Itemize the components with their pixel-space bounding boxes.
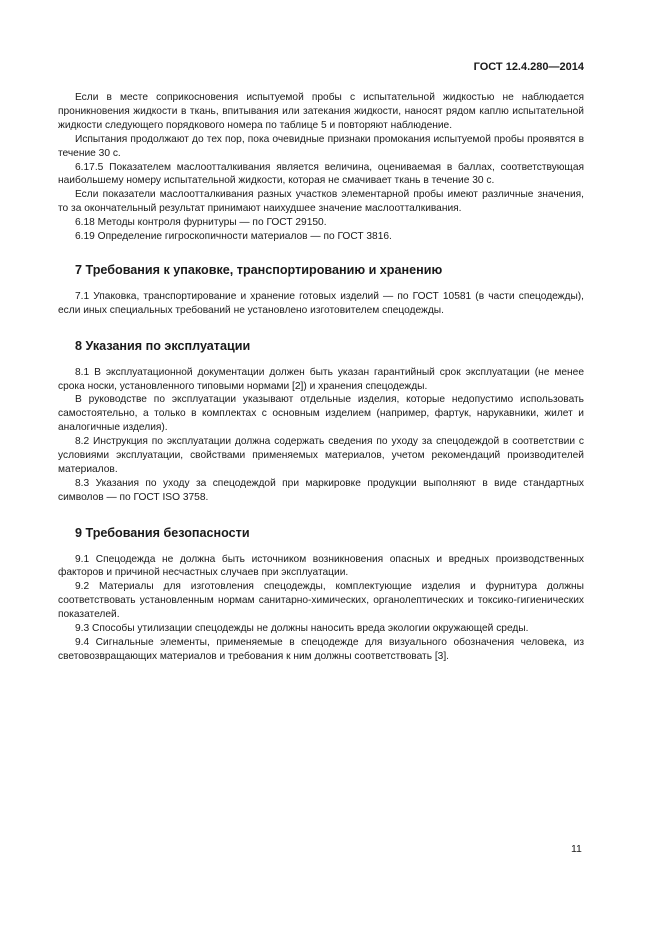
paragraph: 8.2 Инструкция по эксплуатации должна содержать сведения по уходу за спецодеждой в соответствии с условиями эксплуатации, свойствами применяемых материалов, учетом рекомендаций производителей материалов. xyxy=(58,436,584,475)
paragraph: 7.1 Упаковка, транспортирование и хранение готовых изделий — по ГОСТ 10581 (в части спецодежды), если иных специальных требований не установлено изготовителем спецодежды. xyxy=(58,290,584,316)
section-9-heading: 9 Требования безопасности xyxy=(75,525,250,540)
paragraph: 9.4 Сигнальные элементы, применяемые в спецодежде для визуального обозначения человека, из световозвращающих материалов и требования к ним должны соответствовать [3]. xyxy=(58,637,584,662)
section-7-heading: 7 Требования к упаковке, транспортированию и хранению xyxy=(75,262,443,277)
paragraph: Если в месте соприкосновения испытуемой пробы с испытательной жидкостью не наблюдается проникновения жидкости в ткань, впитывания или затекания жидкости, наносят рядом каплю испытательной жидкости следующего порядкового номера по таблице 5 и повторяют наблюдение. xyxy=(58,92,584,131)
paragraph: Испытания продолжают до тех пор, пока очевидные признаки промокания испытуемой пробы проявятся в течение 30 с. xyxy=(58,133,584,159)
paragraph: 6.19 Определение гигроскопичности материалов — по ГОСТ 3816. xyxy=(75,231,392,243)
paragraph: 9.3 Способы утилизации спецодежды не должны наносить вреда экологии окружающей среды. xyxy=(75,623,529,635)
document-body xyxy=(58,91,584,664)
standard-number-header: ГОСТ 12.4.280—2014 xyxy=(473,61,584,73)
paragraph: Если показатели маслоотталкивания разных участков элементарной пробы имеют различные значения, то за окончательный результат принимают наихудшее значение маслоотталкивания. xyxy=(58,189,584,215)
paragraph: 9.1 Спецодежда не должна быть источником возникновения опасных и вредных производственных факторов и причиной несчастных случаев при эксплуатации. xyxy=(58,553,584,579)
paragraph: 6.18 Методы контроля фурнитуры — по ГОСТ 29150. xyxy=(75,217,327,229)
page-number: 11 xyxy=(571,843,582,855)
paragraph: 9.2 Материалы для изготовления спецодежды, комплектующие изделия и фурнитура должны соответствовать установленным нормам санитарно-химических, органолептических и токсико-гигиенических показателей. xyxy=(58,581,584,621)
section-8-heading: 8 Указания по эксплуатации xyxy=(75,338,251,353)
paragraph: В руководстве по эксплуатации указывают отдельные изделия, которые недопустимо использовать самостоятельно, а только в комплектах с основным изделием (например, фартук, нарукавники, жилет и аналогичные изделия). xyxy=(58,394,584,434)
paragraph: 8.1 В эксплуатационной документации должен быть указан гарантийный срок эксплуатации (не менее срока носки, установленного типовыми нормами [2]) и хранения спецодежды. xyxy=(58,366,584,392)
paragraph: 8.3 Указания по уходу за спецодеждой при маркировке продукции выполняют в виде стандартных символов — по ГОСТ ISO 3758. xyxy=(58,477,584,503)
paragraph: 6.17.5 Показателем маслоотталкивания является величина, оцениваемая в баллах, соответствующая наибольшему номеру испытательной жидкости, которая не смачивает ткань в течение 30 с. xyxy=(58,161,584,187)
